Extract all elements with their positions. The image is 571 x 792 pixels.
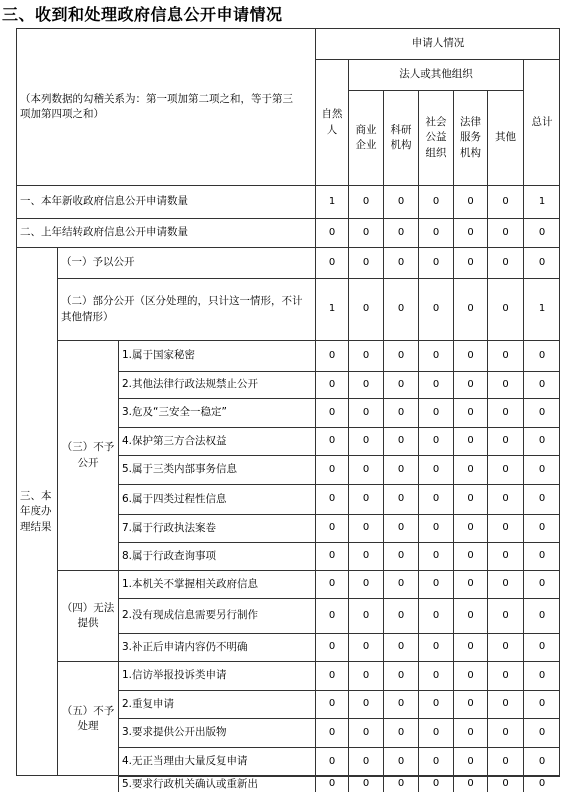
row-value: 0 — [453, 278, 487, 340]
row-value: 0 — [487, 484, 523, 514]
header-social-welfare: 社会公益组织 — [418, 90, 453, 185]
row-value: 0 — [383, 776, 418, 792]
row-value: 0 — [348, 484, 383, 514]
row-label: 1.信访举报投诉类申请 — [118, 661, 315, 690]
row-value: 0 — [418, 398, 453, 427]
row-value: 1 — [523, 278, 560, 340]
row-value: 0 — [348, 690, 383, 718]
row-value: 0 — [523, 598, 560, 633]
header-total: 总计 — [523, 59, 560, 185]
row-value: 0 — [315, 427, 348, 455]
application-table — [16, 28, 560, 790]
row-value: 0 — [348, 598, 383, 633]
row-value: 0 — [487, 278, 523, 340]
row-value: 0 — [453, 661, 487, 690]
row-value: 0 — [315, 514, 348, 542]
row-label: 2.其他法律行政法规禁止公开 — [118, 371, 315, 398]
header-other: 其他 — [487, 90, 523, 185]
row-value: 0 — [487, 747, 523, 776]
row-value: 0 — [383, 218, 418, 247]
row-value: 0 — [453, 690, 487, 718]
row-value: 0 — [383, 514, 418, 542]
row-value: 0 — [523, 690, 560, 718]
row-value: 0 — [523, 661, 560, 690]
row-value: 0 — [418, 690, 453, 718]
row-value: 0 — [348, 718, 383, 747]
row-value: 0 — [418, 371, 453, 398]
row-value: 0 — [453, 747, 487, 776]
row-value: 0 — [487, 185, 523, 218]
row-label: （二）部分公开（区分处理的，只计这一情形，不计其他情形） — [57, 278, 315, 340]
row-value: 0 — [453, 633, 487, 661]
row-value: 0 — [418, 340, 453, 371]
row-value: 0 — [418, 718, 453, 747]
row-value: 0 — [418, 278, 453, 340]
row-value: 0 — [348, 340, 383, 371]
header-natural-person: 自然人 — [315, 59, 348, 185]
row-value: 0 — [383, 340, 418, 371]
row-value: 0 — [487, 398, 523, 427]
row-value: 0 — [523, 484, 560, 514]
header-applicant-status: 申请人情况 — [315, 28, 560, 59]
row-value: 0 — [348, 427, 383, 455]
row-value: 0 — [523, 633, 560, 661]
row-label: 3.危及“三安全一稳定” — [118, 398, 315, 427]
row-value: 0 — [487, 218, 523, 247]
group-annual-result: 三、本年度办理结果 — [16, 247, 57, 776]
row-label: 1.本机关不掌握相关政府信息 — [118, 570, 315, 598]
row-value: 0 — [348, 570, 383, 598]
row-value: 0 — [523, 718, 560, 747]
row-label: 2.重复申请 — [118, 690, 315, 718]
row-value: 0 — [523, 776, 560, 792]
row-value: 0 — [453, 718, 487, 747]
row-value: 0 — [348, 278, 383, 340]
row-value: 0 — [487, 718, 523, 747]
row-value: 0 — [487, 633, 523, 661]
row-value: 0 — [487, 776, 523, 792]
row-label: （一）予以公开 — [57, 247, 315, 278]
row-label: 2.没有现成信息需要另行制作 — [118, 598, 315, 633]
group-not-processed: （五）不予处理 — [57, 661, 118, 776]
row-value: 0 — [523, 514, 560, 542]
row-value: 0 — [418, 570, 453, 598]
row-value: 0 — [348, 661, 383, 690]
row-value: 0 — [523, 427, 560, 455]
row-value: 1 — [523, 185, 560, 218]
row-value: 0 — [315, 340, 348, 371]
row-value: 0 — [383, 278, 418, 340]
row-value: 0 — [348, 542, 383, 570]
row-label: 6.属于四类过程性信息 — [118, 484, 315, 514]
row-value: 0 — [453, 185, 487, 218]
row-value: 0 — [383, 661, 418, 690]
row-value: 0 — [315, 247, 348, 278]
row-value: 0 — [453, 455, 487, 484]
row-value: 0 — [315, 718, 348, 747]
row-value: 0 — [523, 747, 560, 776]
row-value: 0 — [383, 427, 418, 455]
row-value: 0 — [383, 484, 418, 514]
header-research: 科研机构 — [383, 90, 418, 185]
row-value: 0 — [453, 427, 487, 455]
row-value: 0 — [487, 455, 523, 484]
row-value: 0 — [315, 455, 348, 484]
row-value: 0 — [418, 776, 453, 792]
row-value: 0 — [487, 247, 523, 278]
row-value: 0 — [315, 570, 348, 598]
row-value: 0 — [453, 398, 487, 427]
row-value: 0 — [315, 542, 348, 570]
row-value: 0 — [348, 776, 383, 792]
row-value: 0 — [418, 633, 453, 661]
row-value: 0 — [487, 427, 523, 455]
row-value: 0 — [418, 247, 453, 278]
row-value: 0 — [383, 570, 418, 598]
row-value: 0 — [487, 570, 523, 598]
row-value: 0 — [383, 747, 418, 776]
row-value: 0 — [348, 371, 383, 398]
row-value: 0 — [315, 633, 348, 661]
row-value: 0 — [383, 398, 418, 427]
row-value: 0 — [418, 514, 453, 542]
row-label: 一、本年新收政府信息公开申请数量 — [16, 185, 315, 218]
row-value: 0 — [453, 776, 487, 792]
row-value: 0 — [315, 661, 348, 690]
row-value: 0 — [487, 661, 523, 690]
row-value: 0 — [315, 398, 348, 427]
row-value: 0 — [418, 542, 453, 570]
row-value: 0 — [315, 747, 348, 776]
row-label: 5.属于三类内部事务信息 — [118, 455, 315, 484]
row-value: 0 — [523, 398, 560, 427]
row-label: 5.要求行政机关确认或重新出 — [118, 776, 315, 792]
row-value: 0 — [418, 484, 453, 514]
row-value: 0 — [383, 247, 418, 278]
row-value: 0 — [523, 542, 560, 570]
row-value: 0 — [348, 247, 383, 278]
row-value: 0 — [383, 371, 418, 398]
row-value: 0 — [453, 570, 487, 598]
row-value: 0 — [487, 514, 523, 542]
row-label: 二、上年结转政府信息公开申请数量 — [16, 218, 315, 247]
row-value: 0 — [487, 371, 523, 398]
section-title: 三、收到和处理政府信息公开申请情况 — [2, 5, 283, 24]
header-commercial: 商业企业 — [348, 90, 383, 185]
row-label: 7.属于行政执法案卷 — [118, 514, 315, 542]
row-value: 0 — [348, 747, 383, 776]
header-legal-service: 法律服务机构 — [453, 90, 487, 185]
row-value: 0 — [523, 340, 560, 371]
row-value: 0 — [453, 542, 487, 570]
row-value: 0 — [453, 218, 487, 247]
row-value: 0 — [348, 398, 383, 427]
row-value: 0 — [453, 514, 487, 542]
row-value: 0 — [523, 455, 560, 484]
row-value: 0 — [315, 598, 348, 633]
row-value: 0 — [418, 427, 453, 455]
row-value: 0 — [315, 218, 348, 247]
header-note: （本列数据的勾稽关系为：第一项加第二项之和，等于第三项加第四项之和） — [16, 28, 315, 185]
row-value: 0 — [348, 185, 383, 218]
row-value: 0 — [383, 633, 418, 661]
row-value: 0 — [348, 633, 383, 661]
row-value: 0 — [453, 598, 487, 633]
row-value: 0 — [348, 514, 383, 542]
row-label: 3.补正后申请内容仍不明确 — [118, 633, 315, 661]
group-not-public: （三）不予公开 — [57, 340, 118, 570]
row-value: 0 — [383, 542, 418, 570]
row-value: 0 — [487, 690, 523, 718]
row-value: 0 — [418, 747, 453, 776]
row-value: 0 — [315, 776, 348, 792]
row-value: 0 — [523, 218, 560, 247]
row-value: 0 — [523, 371, 560, 398]
row-value: 0 — [383, 455, 418, 484]
row-value: 0 — [348, 455, 383, 484]
row-value: 0 — [453, 371, 487, 398]
row-value: 0 — [418, 218, 453, 247]
row-value: 0 — [315, 371, 348, 398]
row-value: 1 — [315, 278, 348, 340]
row-value: 0 — [453, 340, 487, 371]
row-value: 0 — [418, 185, 453, 218]
row-value: 0 — [418, 661, 453, 690]
row-label: 8.属于行政查询事项 — [118, 542, 315, 570]
row-value: 0 — [383, 690, 418, 718]
row-value: 0 — [453, 484, 487, 514]
row-label: 3.要求提供公开出版物 — [118, 718, 315, 747]
row-value: 0 — [383, 185, 418, 218]
row-value: 0 — [315, 484, 348, 514]
row-value: 0 — [383, 598, 418, 633]
row-value: 0 — [453, 247, 487, 278]
row-value: 0 — [487, 598, 523, 633]
row-value: 0 — [315, 690, 348, 718]
row-value: 0 — [383, 718, 418, 747]
row-value: 0 — [523, 247, 560, 278]
header-legal-group: 法人或其他组织 — [348, 59, 523, 90]
row-value: 0 — [348, 218, 383, 247]
row-value: 0 — [487, 340, 523, 371]
row-label: 1.属于国家秘密 — [118, 340, 315, 371]
row-value: 0 — [487, 542, 523, 570]
row-label: 4.无正当理由大量反复申请 — [118, 747, 315, 776]
row-value: 0 — [523, 570, 560, 598]
row-value: 0 — [418, 455, 453, 484]
row-value: 0 — [418, 598, 453, 633]
row-value: 1 — [315, 185, 348, 218]
group-cannot-provide: （四）无法提供 — [57, 570, 118, 661]
row-label: 4.保护第三方合法权益 — [118, 427, 315, 455]
